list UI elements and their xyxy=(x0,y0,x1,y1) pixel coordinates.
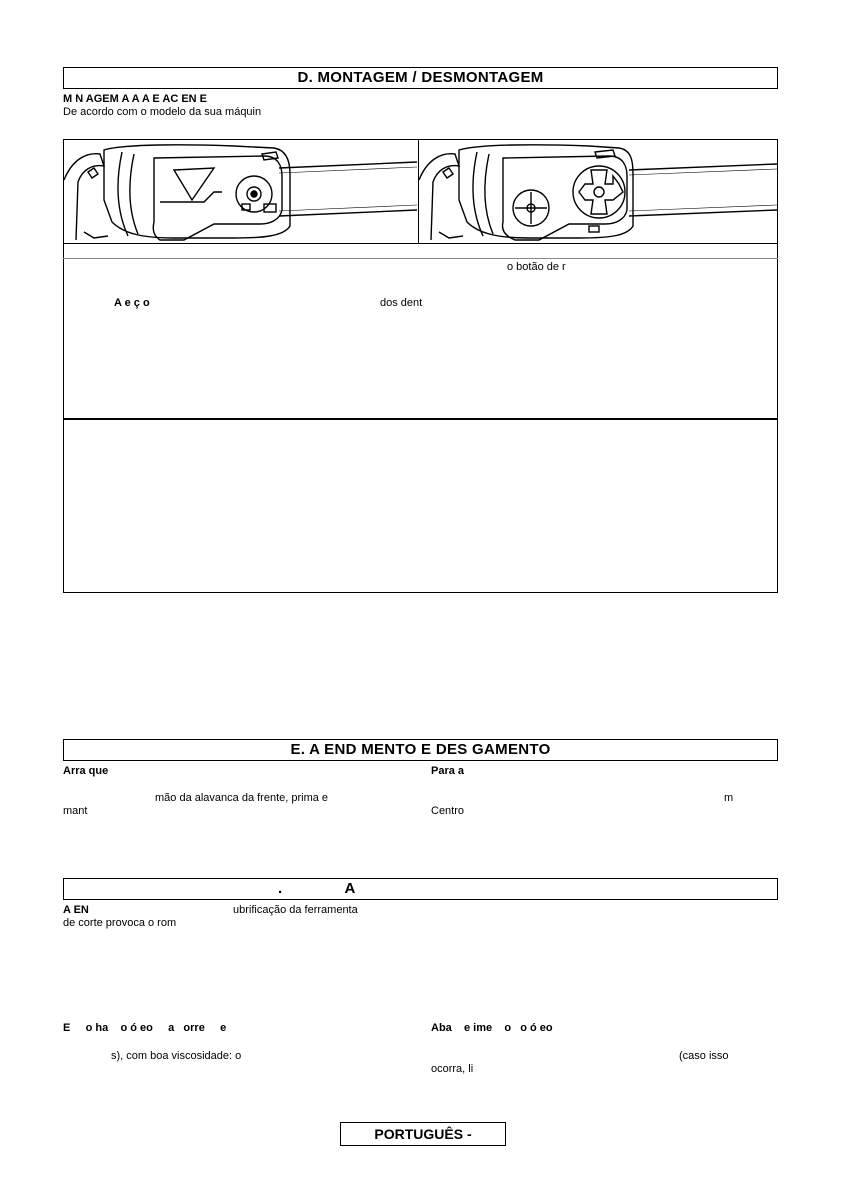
section-e-left-line2: mant xyxy=(63,805,88,817)
section-f-warning-label: A EN xyxy=(63,904,89,916)
section-e-left-heading: Arra que xyxy=(63,765,109,777)
figure-thin-rule xyxy=(63,258,778,259)
section-e-right-line1: m xyxy=(724,792,734,804)
section-f-title-box xyxy=(63,878,778,900)
section-f-left-heading: E o ha o ó eo a orre e xyxy=(63,1022,227,1034)
section-e-right-line2: Centro xyxy=(431,805,465,817)
footer-language-label: PORTUGUÊS - xyxy=(374,1126,472,1142)
chainsaw-illustration-left xyxy=(64,140,417,243)
section-f-title: . A xyxy=(278,880,356,897)
section-f-left-text: s), com boa viscosidade: o xyxy=(111,1050,242,1062)
section-d-heading: M N AGEM A A A E AC EN E xyxy=(63,93,208,105)
footer-language-box xyxy=(340,1122,506,1146)
chainsaw-illustration-right xyxy=(419,140,777,243)
section-f-line2: de corte provoca o rom xyxy=(63,917,177,929)
section-f-right-line2: ocorra, li xyxy=(431,1063,474,1075)
figure-warning-label: A e ç o xyxy=(114,297,150,309)
instruction-panel xyxy=(63,419,778,593)
section-e-right-heading: Para a xyxy=(431,765,465,777)
section-d-title: D. MONTAGEM / DESMONTAGEM xyxy=(297,69,544,86)
section-f-line1: ubrificação da ferramenta xyxy=(233,904,358,916)
section-e-title-box xyxy=(63,739,778,761)
section-f-right-line1: (caso isso xyxy=(679,1050,729,1062)
section-e-left-line1: mão da alavanca da frente, prima e xyxy=(155,792,329,804)
section-f-right-heading: Aba e ime o o ó eo xyxy=(431,1022,553,1034)
figure-warning-text: dos dent xyxy=(380,297,423,309)
figure-text-right: o botão de r xyxy=(507,261,566,273)
section-d-intro: De acordo com o modelo da sua máquin xyxy=(63,106,262,118)
section-e-title: E. A END MENTO E DES GAMENTO xyxy=(290,741,551,758)
section-d-title-box xyxy=(63,67,778,89)
figure-bottom-rule xyxy=(63,243,778,244)
